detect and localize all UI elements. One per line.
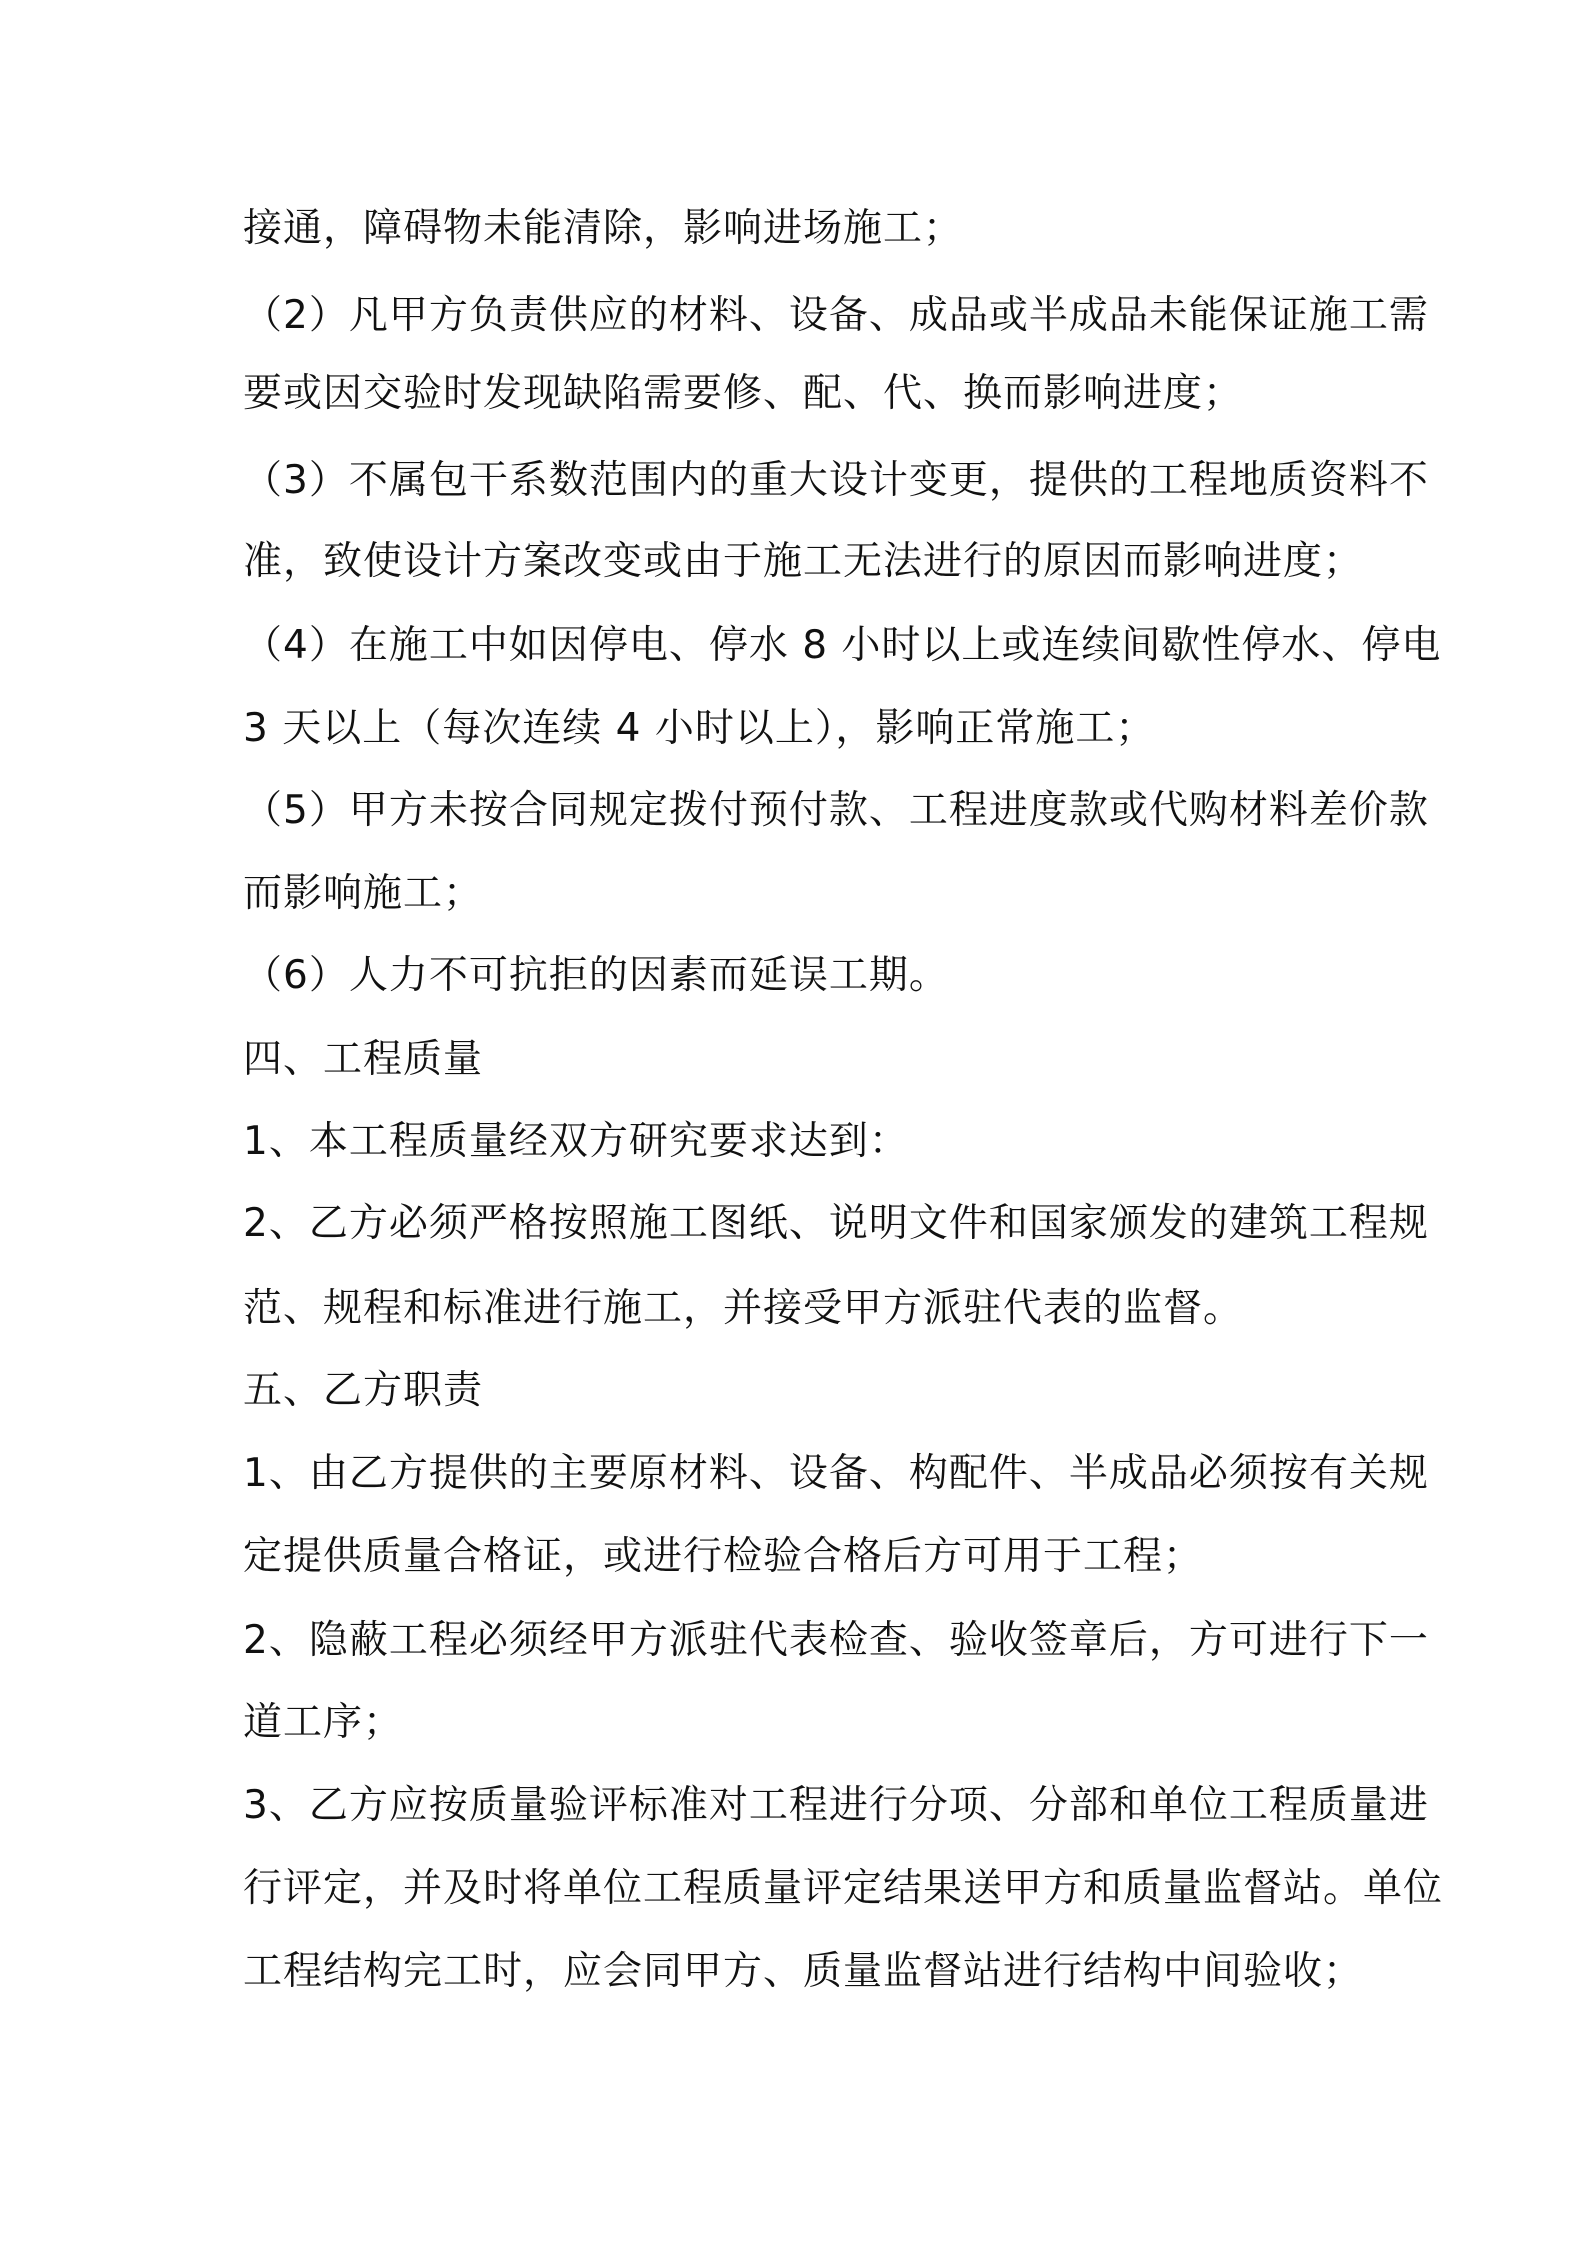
- text-line: 准，致使设计方案改变或由于施工无法进行的原因而影响进度；: [243, 539, 1364, 584]
- text-line: （6）人力不可抗拒的因素而延误工期。: [243, 953, 949, 998]
- text-line: 3 天以上（每次连续 4 小时以上），影响正常施工；: [243, 706, 1156, 751]
- text-line: 1、由乙方提供的主要原材料、设备、构配件、半成品必须按有关规: [243, 1451, 1429, 1496]
- text-line: 3、乙方应按质量验评标准对工程进行分项、分部和单位工程质量进: [243, 1783, 1429, 1828]
- text-line: （4）在施工中如因停电、停水 8 小时以上或连续间歇性停水、停电: [243, 623, 1442, 668]
- text-line: 要或因交验时发现缺陷需要修、配、代、换而影响进度；: [243, 371, 1244, 416]
- section-heading: 四、工程质量: [243, 1037, 484, 1082]
- text-line: 行评定，并及时将单位工程质量评定结果送甲方和质量监督站。单位: [243, 1866, 1444, 1911]
- text-line: 2、隐蔽工程必须经甲方派驻代表检查、验收签章后，方可进行下一: [243, 1618, 1429, 1663]
- text-line: 工程结构完工时，应会同甲方、质量监督站进行结构中间验收；: [243, 1949, 1364, 1994]
- section-heading: 五、乙方职责: [243, 1368, 484, 1413]
- text-line: （3）不属包干系数范围内的重大设计变更，提供的工程地质资料不: [243, 458, 1429, 503]
- text-line: （5）甲方未按合同规定拨付预付款、工程进度款或代购材料差价款: [243, 788, 1429, 833]
- text-line: 定提供质量合格证，或进行检验合格后方可用于工程；: [243, 1534, 1204, 1579]
- text-line: 而影响施工；: [243, 871, 484, 916]
- text-line: （2）凡甲方负责供应的材料、设备、成品或半成品未能保证施工需: [243, 293, 1429, 338]
- text-line: 范、规程和标准进行施工，并接受甲方派驻代表的监督。: [243, 1286, 1244, 1331]
- text-line: 道工序；: [243, 1700, 404, 1745]
- text-line: 1、本工程质量经双方研究要求达到：: [243, 1119, 909, 1164]
- text-line: 2、乙方必须严格按照施工图纸、说明文件和国家颁发的建筑工程规: [243, 1201, 1429, 1246]
- text-line: 接通，障碍物未能清除，影响进场施工；: [243, 206, 964, 251]
